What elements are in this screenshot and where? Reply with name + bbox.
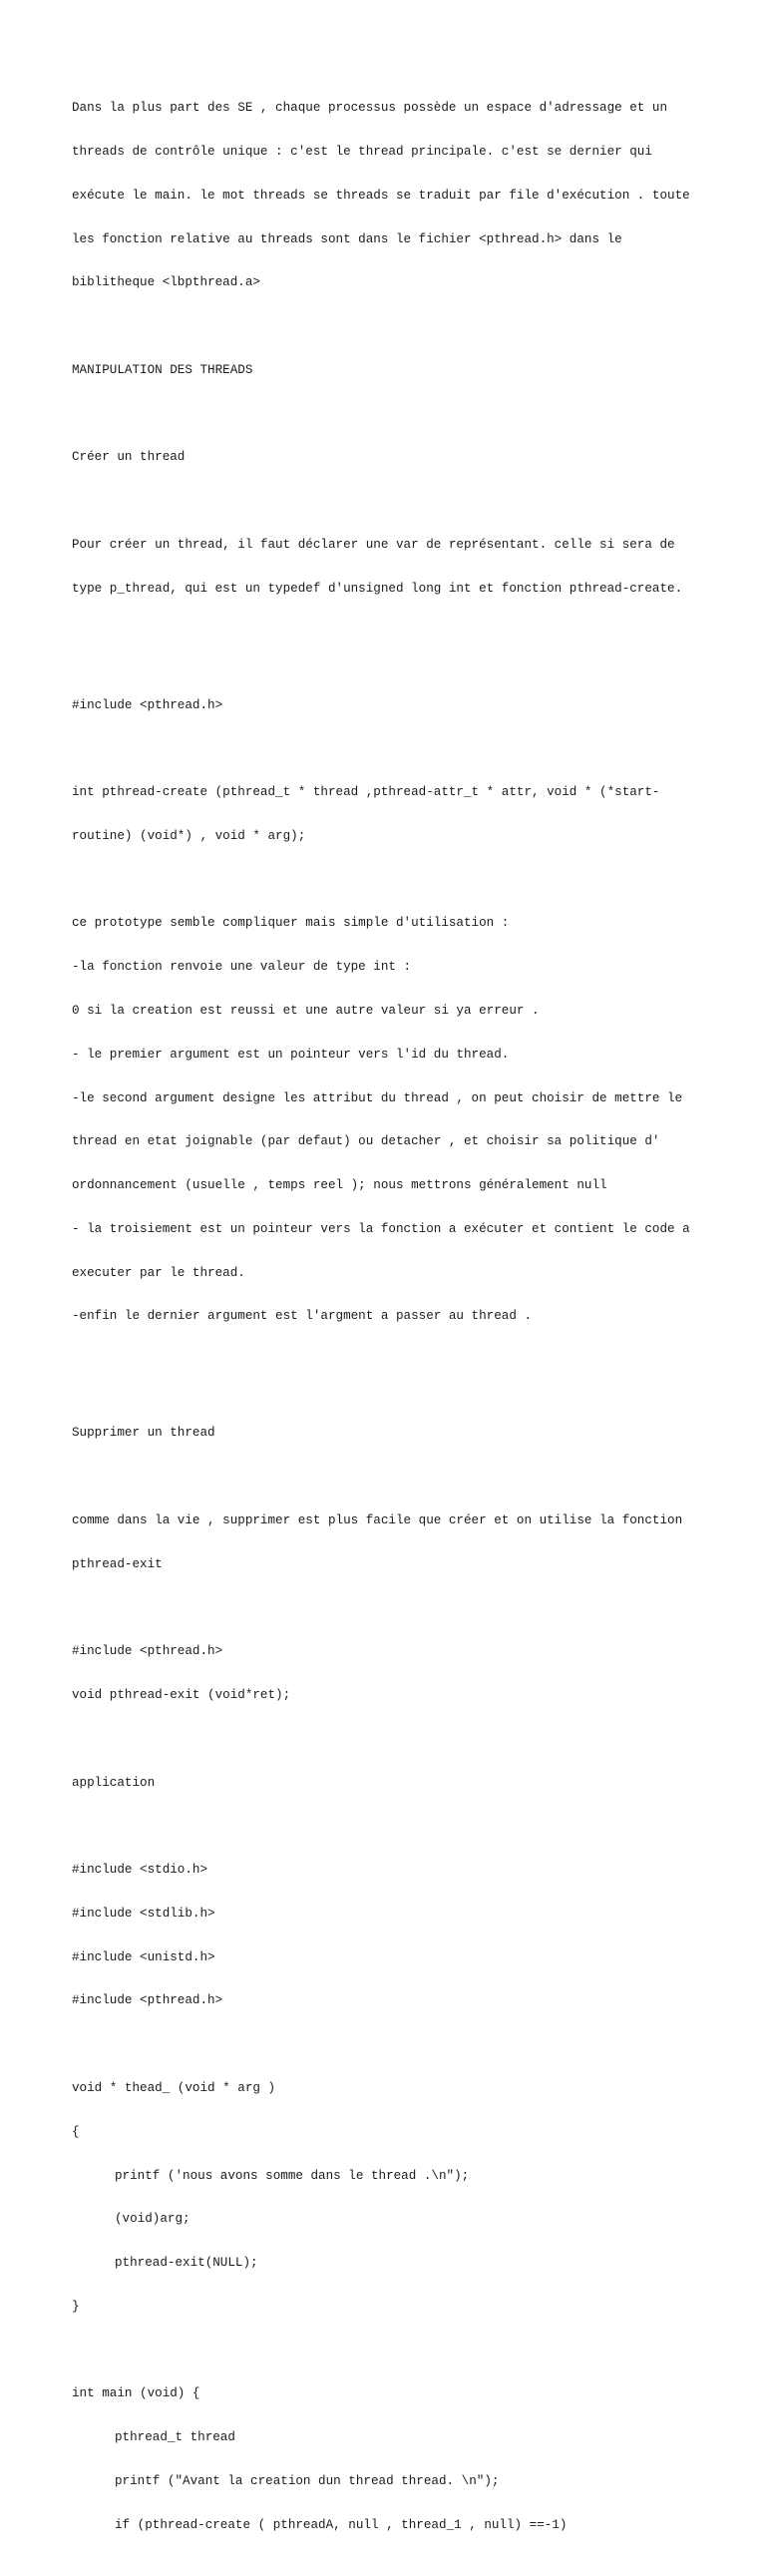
exit-code	[72, 1615, 700, 1732]
text-line: Pour créer un thread, il faut déclarer une var de représentant. celle si sera de	[72, 538, 675, 552]
text-line: -le second argument designe les attribut du thread , on peut choisir de mettre le	[72, 1090, 683, 1105]
code-line: routine) (void*) , void * arg);	[72, 828, 306, 843]
thread-function-code	[72, 2052, 700, 2344]
text-line: exécute le main. le mot threads se threads se traduit par file d'exécution . toute	[72, 188, 690, 203]
text-line: comme dans la vie , supprimer est plus facile que créer et on utilise la fonction	[72, 1512, 683, 1527]
code-line: pthread_t thread	[115, 2430, 235, 2445]
intro-paragraph	[72, 72, 700, 319]
heading-text: Créer un thread	[72, 450, 186, 465]
code-line: void * thead_ (void * arg )	[72, 2080, 276, 2095]
text-line: -enfin le dernier argument est l'argment a passer au thread .	[72, 1309, 533, 1324]
heading-text: Supprimer un thread	[72, 1426, 215, 1441]
includes-code	[72, 1834, 700, 2037]
code-line: int main (void) {	[72, 2386, 200, 2401]
code-line: int pthread-create (pthread_t * thread ,pthread-attr_t * attr, void * (*start-	[72, 785, 660, 800]
prototype-code	[72, 756, 700, 873]
code-line: printf ('nous avons somme dans le thread .\n");	[115, 2168, 470, 2183]
create-description	[72, 509, 700, 626]
text-line: - le premier argument est un pointeur vers l'id du thread.	[72, 1047, 510, 1062]
include-pthread	[72, 668, 700, 741]
code-line: #include <stdio.h>	[72, 1863, 208, 1878]
heading-delete-thread	[72, 1397, 700, 1470]
code-line: #include <pthread.h>	[72, 1993, 223, 2008]
main-function-code	[72, 2358, 700, 2561]
code-line: void pthread-exit (void*ret);	[72, 1687, 291, 1702]
prototype-explanation	[72, 887, 700, 1353]
code-line: {	[72, 2124, 80, 2139]
code-line: if (pthread-create ( pthreadA, null , thread_1 , null) ==-1)	[115, 2517, 568, 2532]
text-line: les fonction relative au threads sont dans le fichier <pthread.h> dans le	[72, 231, 622, 246]
text-line: ce prototype semble compliquer mais simple d'utilisation :	[72, 916, 510, 931]
text-line: executer par le thread.	[72, 1265, 245, 1280]
heading-application	[72, 1746, 700, 1819]
text-line: type p_thread, qui est un typedef d'unsigned long int et fonction pthread-create.	[72, 581, 683, 596]
heading-text: application	[72, 1775, 156, 1790]
text-line: pthread-exit	[72, 1556, 163, 1571]
text-line: thread en etat joignable (par defaut) ou detacher , et choisir sa politique d'	[72, 1134, 660, 1149]
heading-manipulation	[72, 334, 700, 407]
heading-text: MANIPULATION DES THREADS	[72, 362, 253, 377]
text-line: -la fonction renvoie une valeur de type int :	[72, 960, 412, 975]
text-line: threads de contrôle unique : c'est le thread principale. c'est se dernier qui	[72, 144, 652, 159]
code-line: #include <pthread.h>	[72, 697, 223, 712]
code-line: #include <pthread.h>	[72, 1644, 223, 1659]
text-line: 0 si la creation est reussi et une autre valeur si ya erreur .	[72, 1004, 540, 1019]
text-line: - la troisiement est un pointeur vers la fonction a exécuter et contient le code a	[72, 1221, 690, 1236]
code-line: printf ("Avant la creation dun thread thread. \n");	[115, 2474, 500, 2488]
code-line: #include <unistd.h>	[72, 1949, 215, 1964]
text-line: ordonnancement (usuelle , temps reel ); nous mettrons généralement null	[72, 1178, 607, 1193]
heading-create-thread	[72, 421, 700, 494]
code-line: pthread-exit(NULL);	[115, 2256, 258, 2271]
text-line: biblitheque <lbpthread.a>	[72, 275, 260, 290]
delete-description	[72, 1485, 700, 1601]
text-line: Dans la plus part des SE , chaque processus possède un espace d'adressage et un	[72, 101, 668, 116]
document-page	[72, 72, 700, 2576]
code-line: }	[72, 2299, 80, 2314]
code-line: (void)arg;	[115, 2212, 191, 2227]
code-line: #include <stdlib.h>	[72, 1906, 215, 1921]
